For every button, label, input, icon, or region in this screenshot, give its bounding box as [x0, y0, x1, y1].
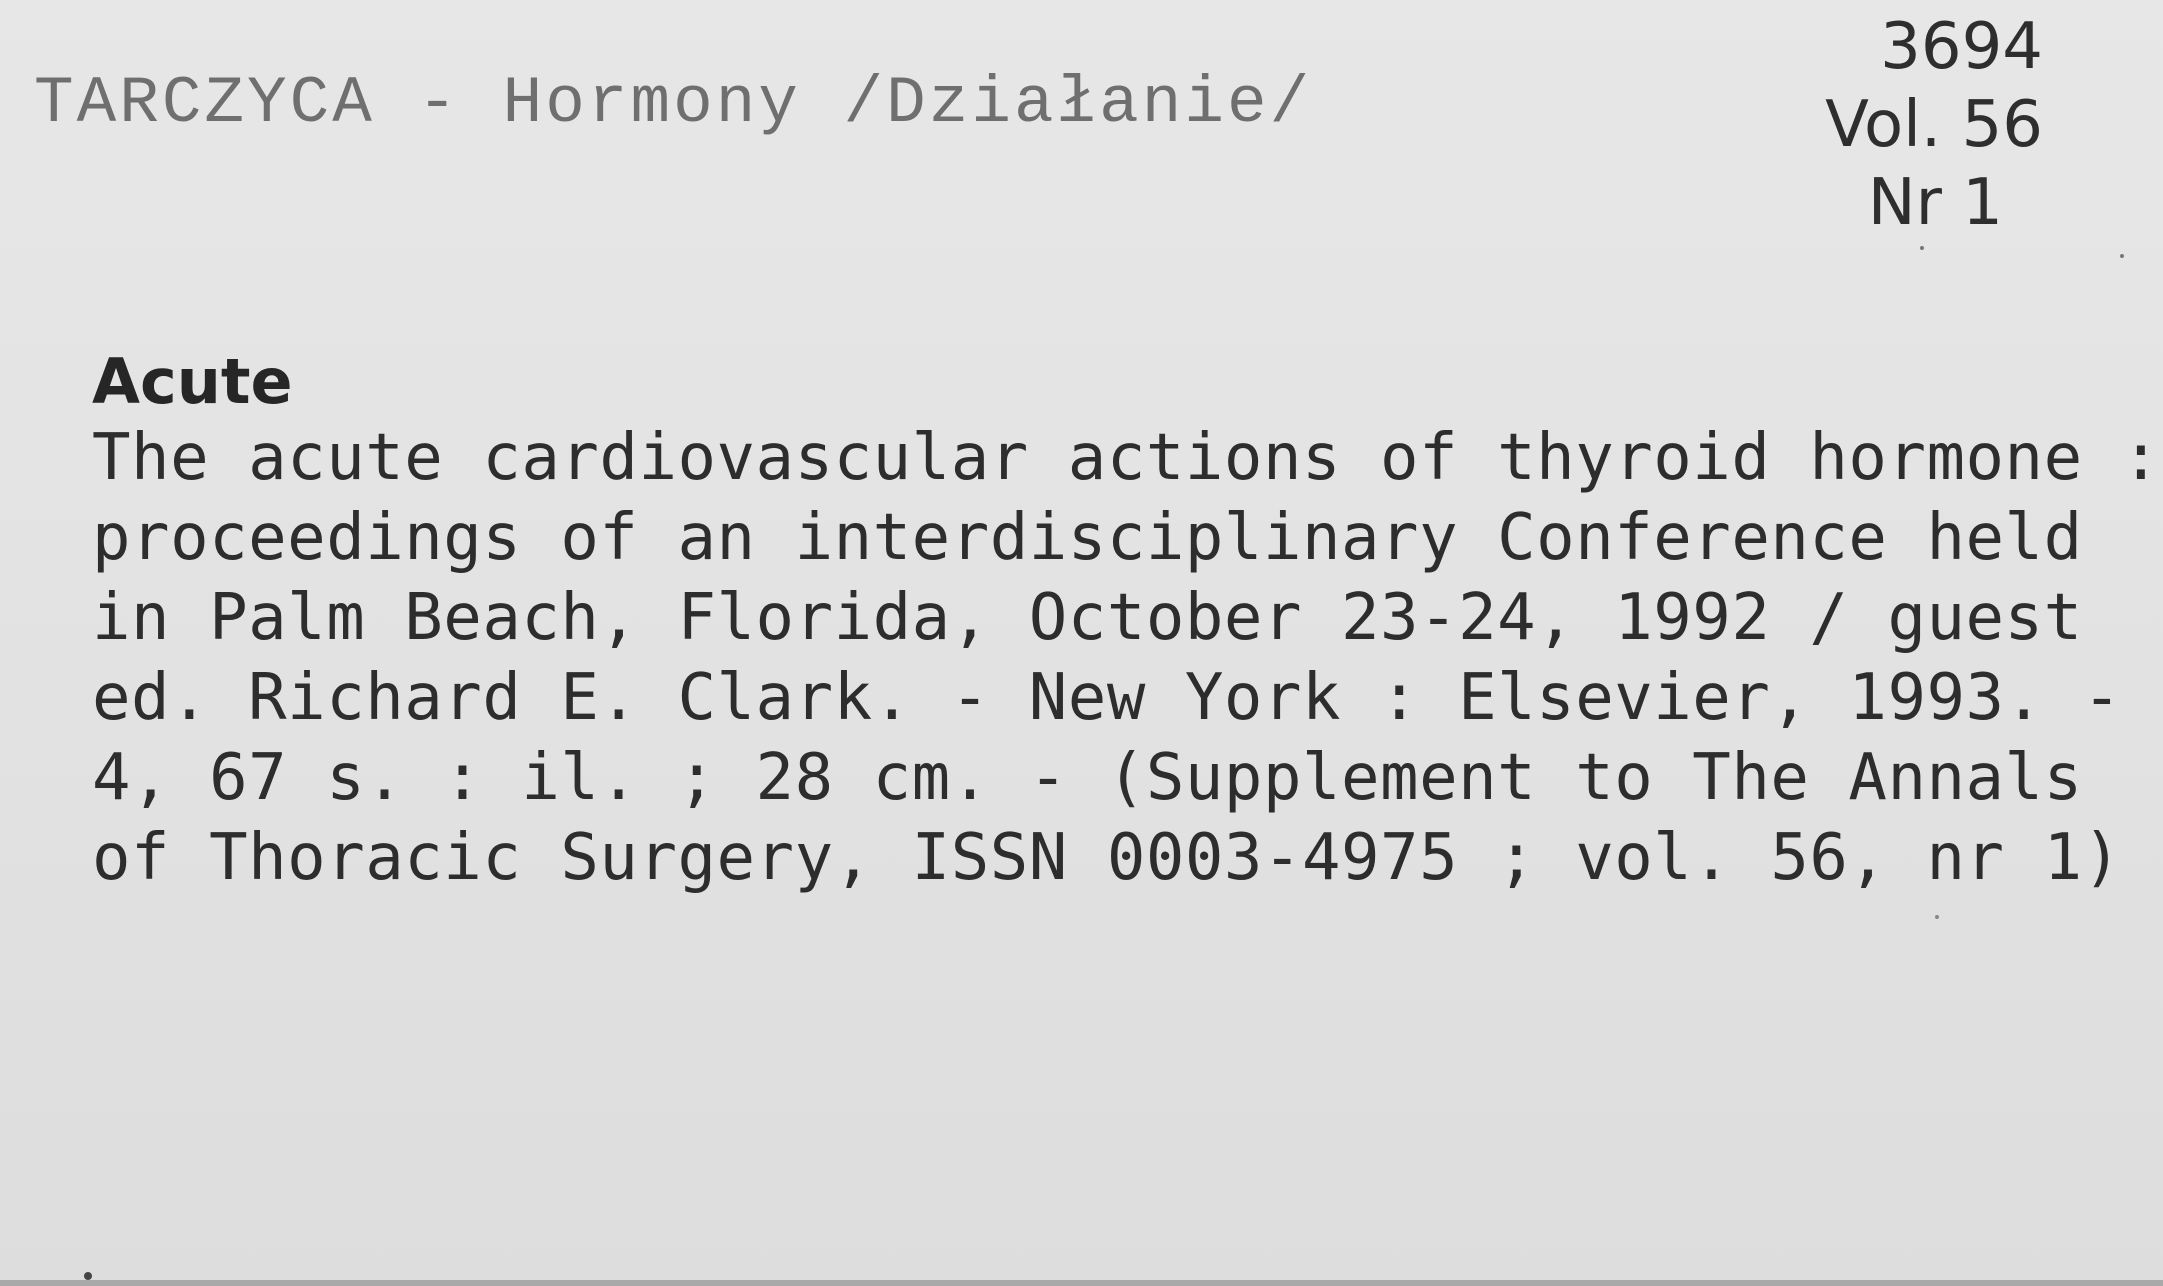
call-number: 3694 — [1880, 10, 2043, 84]
dust-speck — [1935, 915, 1939, 919]
card-bottom-edge — [0, 1280, 2163, 1286]
entry-line: of Thoracic Surgery, ISSN 0003-4975 ; vol. 56, nr 1) — [92, 821, 2122, 895]
volume-number: Vol. 56 — [1825, 88, 2043, 162]
filing-word: Acute — [92, 345, 293, 418]
dust-speck — [84, 1272, 92, 1280]
dust-speck — [2120, 254, 2124, 258]
entry-line: ed. Richard E. Clark. - New York : Elsevier, 1993. - — [92, 661, 2122, 735]
entry-line: in Palm Beach, Florida, October 23-24, 1992 / guest — [92, 581, 2083, 655]
entry-line: 4, 67 s. : il. ; 28 cm. - (Supplement to The Annals — [92, 741, 2083, 815]
call-number-block — [1723, 8, 2043, 242]
entry-line: proceedings of an interdisciplinary Conference held — [92, 501, 2083, 575]
dust-speck — [1920, 246, 1924, 250]
bibliographic-entry — [92, 418, 2161, 898]
entry-line: The acute cardiovascular actions of thyroid hormone : — [92, 421, 2161, 495]
issue-number: Nr 1 — [1867, 166, 2003, 240]
subject-heading: TARCZYCA - Hormony /Działanie/ — [34, 66, 1313, 141]
